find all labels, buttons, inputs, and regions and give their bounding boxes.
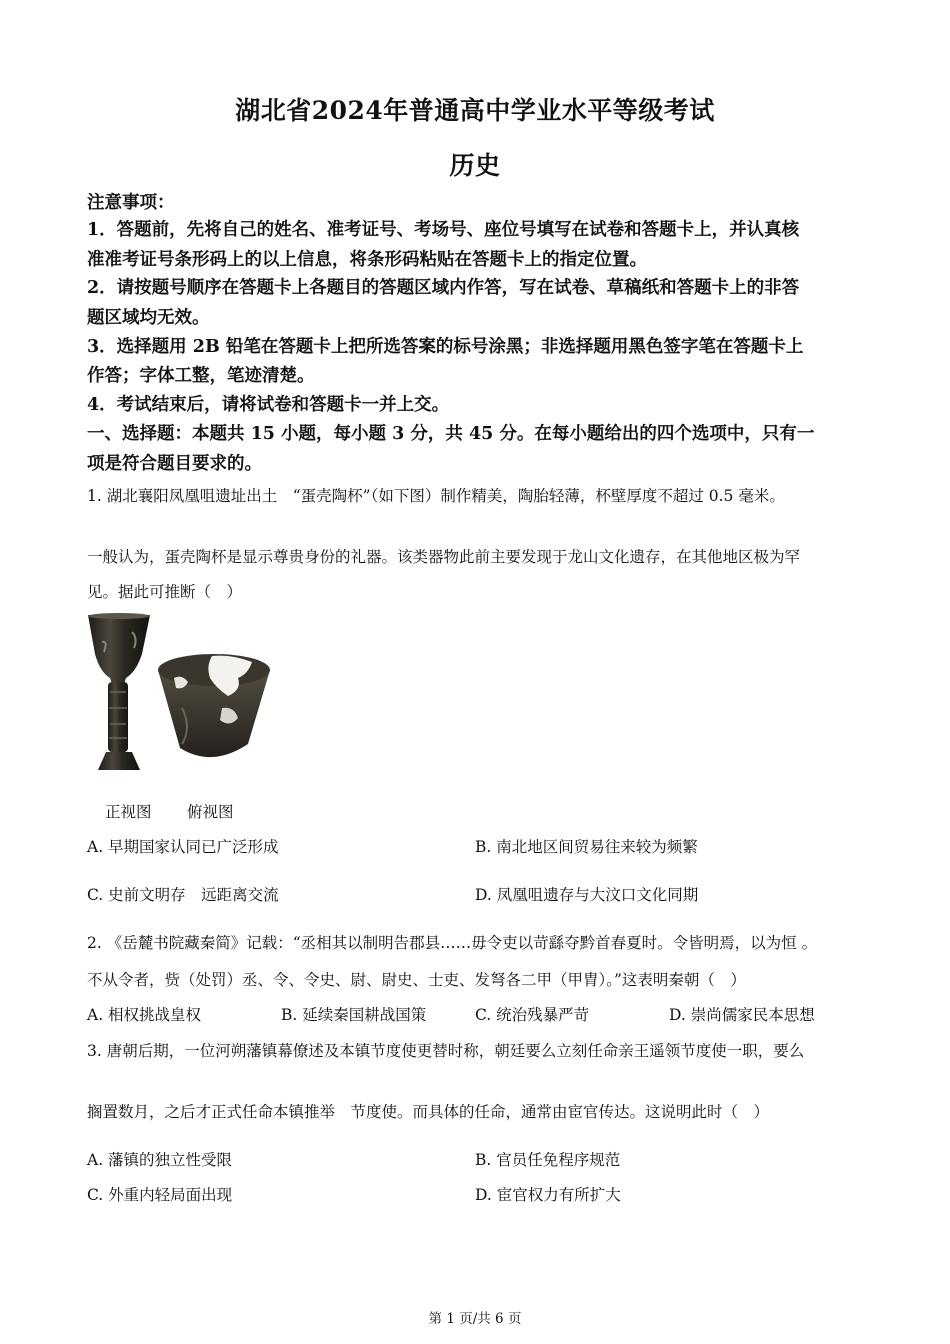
notice-line: 4．考试结束后，请将试卷和答题卡一并上交。 <box>87 395 450 415</box>
page-footer: 第 1 页/共 6 页 <box>428 1311 522 1327</box>
notice-line: 准准考证号条形码上的以上信息，将条形码粘贴在答题卡上的指定位置。 <box>87 250 647 270</box>
section-heading: 一、选择题：本题共 15 小题，每小题 3 分，共 45 分。在每小题给出的四个选项中，只有一 <box>87 424 815 444</box>
notice-line: 2．请按题号顺序在答题卡上各题目的答题区域内作答，写在试卷、草稿纸和答题卡上的非答 <box>87 278 800 298</box>
q1-option-d: D. 凤凰咀遗存与大汶口文化同期 <box>475 886 699 904</box>
cup-top-view-image <box>152 648 274 770</box>
exam-title: 湖北省2024年普通高中学业水平等级考试 <box>235 96 715 125</box>
q1-stem-line: 1. 湖北襄阳凤凰咀遗址出土 “蛋壳陶杯”（如下图）制作精美，陶胎轻薄，杯壁厚度不超过 0.5 毫米。 <box>87 487 785 505</box>
q3-option-c: C. 外重内轻局面出现 <box>87 1186 233 1204</box>
q2-option-d: D. 崇尚儒家民本思想 <box>669 1006 815 1024</box>
notice-line: 题区域均无效。 <box>87 308 210 328</box>
section-heading-cont: 项是符合题目要求的。 <box>87 454 262 474</box>
q1-option-b: B. 南北地区间贸易往来较为频繁 <box>475 838 698 856</box>
q2-option-c: C. 统治残暴严苛 <box>475 1006 590 1024</box>
q3-option-a: A. 藩镇的独立性受限 <box>87 1151 233 1169</box>
notice-line: 3．选择题用 2B 铅笔在答题卡上把所选答案的标号涂黑；非选择题用黑色签字笔在答题卡上 <box>87 337 804 357</box>
notice-line: 1．答题前，先将自己的姓名、准考证号、考场号、座位号填写在试卷和答题卡上，并认真核 <box>87 220 800 240</box>
q1-stem-line: 一般认为，蛋壳陶杯是显示尊贵身份的礼器。该类器物此前主要发现于龙山文化遗存，在其他地区极为罕 <box>87 548 801 566</box>
notice-heading: 注意事项： <box>87 193 175 213</box>
q1-option-c: C. 史前文明存 远距离交流 <box>87 886 279 904</box>
q2-option-b: B. 延续秦国耕战国策 <box>281 1006 427 1024</box>
q3-stem-line: 3. 唐朝后期，一位河朔藩镇幕僚述及本镇节度使更替时称，朝廷要么立刻任命亲王遥领节度使一职，要么 <box>87 1042 805 1060</box>
q3-stem-line: 搁置数月，之后才正式任命本镇推举 节度使。而具体的任命，通常由宦官传达。这说明此时（ ） <box>87 1103 770 1121</box>
notice-line: 作答；字体工整，笔迹清楚。 <box>87 366 315 386</box>
q2-stem-line: 不从令者，赀（处罚）丞、令、令史、尉、尉史、士吏、发弩各二甲（甲胄）。”这表明秦朝（ ） <box>87 971 746 989</box>
cup-front-view-image <box>84 612 154 772</box>
exam-subject: 历史 <box>449 151 501 180</box>
q2-option-a: A. 相权挑战皇权 <box>87 1006 202 1024</box>
caption-top-view: 俯视图 <box>187 803 234 821</box>
caption-front-view: 正视图 <box>105 803 152 821</box>
q1-option-a: A. 早期国家认同已广泛形成 <box>87 838 279 856</box>
q3-option-b: B. 官员任免程序规范 <box>475 1151 621 1169</box>
q3-option-d: D. 宦官权力有所扩大 <box>475 1186 621 1204</box>
q2-stem-line: 2. 《岳麓书院藏秦简》记载：“丞相其以制明告郡县……毋令吏以苛繇夺黔首春夏时。令皆明焉，以为恒 。 <box>87 934 818 952</box>
q1-stem-line: 见。据此可推断（ ） <box>87 583 243 601</box>
